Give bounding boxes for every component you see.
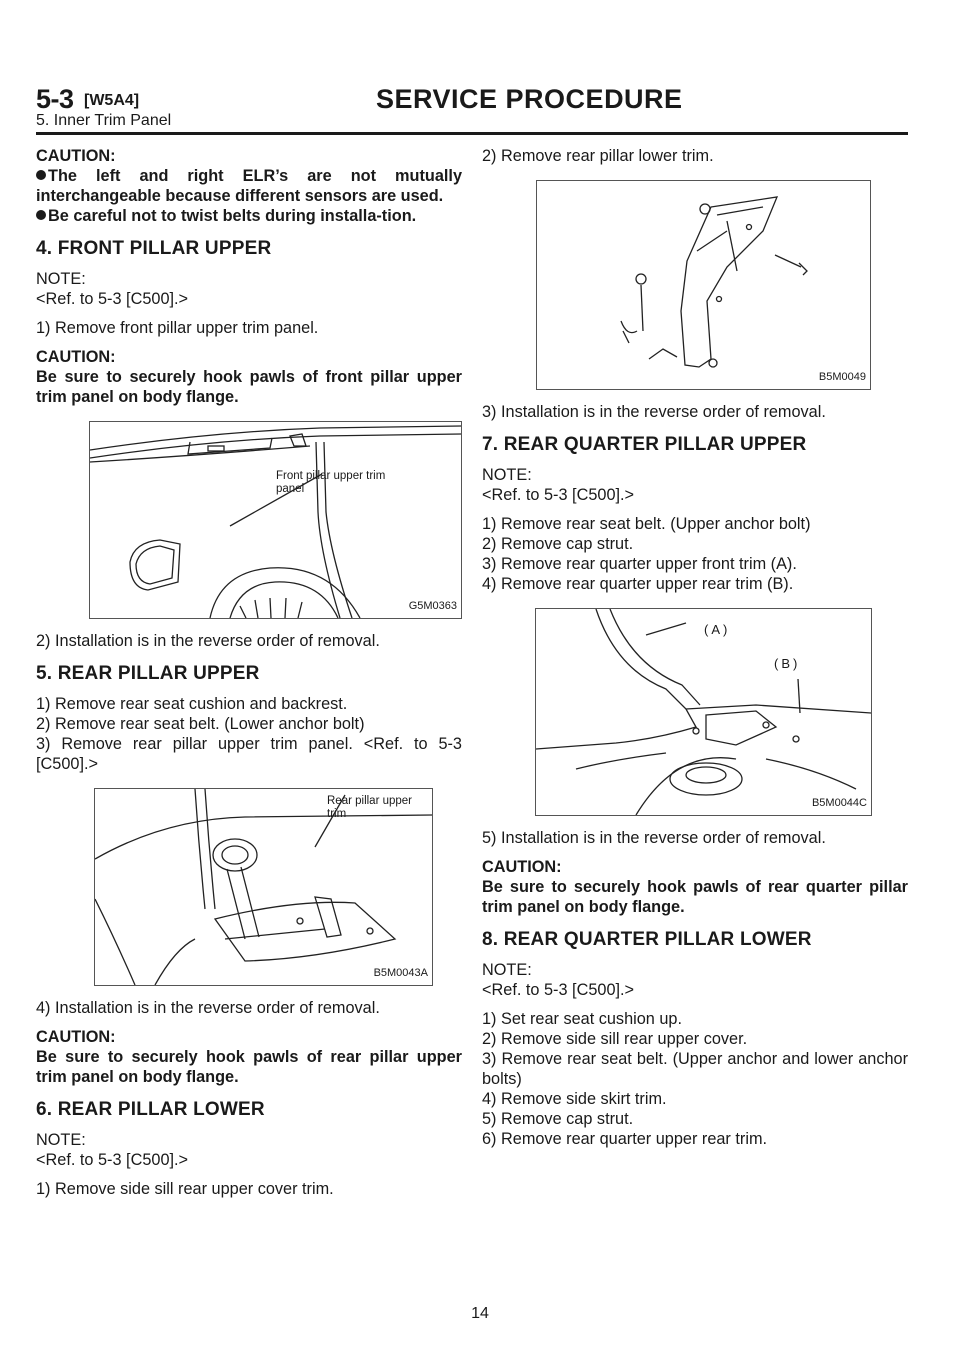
section-heading-8: 8. REAR QUARTER PILLAR LOWER <box>482 929 812 950</box>
section-heading-6: 6. REAR PILLAR LOWER <box>36 1099 265 1120</box>
figure-front-pillar <box>89 421 462 619</box>
caution-heading: CAUTION: <box>482 858 562 876</box>
step-list <box>482 514 908 594</box>
step: 5) Remove cap strut. <box>482 1110 634 1128</box>
figure-id: B5M0049 <box>818 371 866 383</box>
figure-label: Rear pillar upper trim <box>327 795 413 820</box>
step: 3) Remove rear quarter upper front trim (A). <box>482 555 797 573</box>
figure-rear-pillar-lower <box>536 180 871 390</box>
figure-rear-quarter-pillar <box>535 608 872 816</box>
note-reference: <Ref. to 5-3 [C500].> <box>482 981 635 999</box>
section-heading-7: 7. REAR QUARTER PILLAR UPPER <box>482 434 807 455</box>
note-reference: <Ref. to 5-3 [C500].> <box>36 1151 189 1169</box>
step-list <box>482 1009 908 1149</box>
note-label: NOTE: <box>36 270 86 288</box>
step: 1) Remove front pillar upper trim panel. <box>36 319 319 337</box>
page-number: 14 <box>471 1305 489 1322</box>
figure-id: G5M0363 <box>408 600 457 612</box>
step: 5) Installation is in the reverse order of removal. <box>482 829 826 847</box>
label-a: (A) <box>704 622 731 637</box>
step-list <box>36 694 462 774</box>
caution-text: Be sure to securely hook pawls of front pillar upper trim panel on body flange. <box>36 368 462 406</box>
note-label: NOTE: <box>482 961 532 979</box>
label-b: (B) <box>774 656 801 671</box>
step: 4) Remove rear quarter upper rear trim (B). <box>482 575 794 593</box>
page-subtitle: 5. Inner Trim Panel <box>36 112 172 129</box>
caution-heading: CAUTION: <box>36 1028 116 1046</box>
rear-quarter-pillar-illustration <box>536 609 871 815</box>
note-reference: <Ref. to 5-3 [C500].> <box>36 290 189 308</box>
section-code: [W5A4] <box>84 92 140 109</box>
page-header <box>36 84 908 134</box>
note-label: NOTE: <box>482 466 532 484</box>
step: 1) Remove side sill rear upper cover trim. <box>36 1180 334 1198</box>
step: 1) Remove rear seat belt. (Upper anchor bolt) <box>482 515 811 533</box>
front-pillar-illustration <box>90 422 461 618</box>
step: 2) Remove rear pillar lower trim. <box>482 147 714 165</box>
caution-heading: CAUTION: <box>36 348 116 366</box>
figure-id: B5M0043A <box>373 967 428 979</box>
step: 2) Remove cap strut. <box>482 535 634 553</box>
caution-text: Be sure to securely hook pawls of rear pillar upper trim panel on body flange. <box>36 1048 462 1086</box>
section-heading-4: 4. FRONT PILLAR UPPER <box>36 238 272 259</box>
step: 1) Set rear seat cushion up. <box>482 1010 683 1028</box>
figure-label: Front pillar upper trim panel <box>276 470 386 495</box>
step: 6) Remove rear quarter upper rear trim. <box>482 1130 768 1148</box>
section-number: 5-3 <box>36 84 74 114</box>
step: 1) Remove rear seat cushion and backrest. <box>36 695 348 713</box>
bullet-icon <box>36 210 46 220</box>
step: 2) Remove side sill rear upper cover. <box>482 1030 748 1048</box>
right-column <box>482 146 908 1158</box>
rear-pillar-lower-illustration <box>537 181 870 389</box>
bullet-icon <box>36 170 46 180</box>
note-reference: <Ref. to 5-3 [C500].> <box>482 486 635 504</box>
step: 4) Installation is in the reverse order of removal. <box>36 999 380 1017</box>
caution-bullet: The left and right ELR’s are not mutually interchangeable because different sensors are used. <box>36 167 462 205</box>
caution-text: Be sure to securely hook pawls of rear quarter pillar trim panel on body flange. <box>482 878 908 916</box>
left-column <box>36 146 462 1208</box>
caution-bullet: Be careful not to twist belts during installa-tion. <box>36 206 462 226</box>
step: 3) Installation is in the reverse order of removal. <box>482 403 826 421</box>
step: 2) Remove rear seat belt. (Lower anchor bolt) <box>36 715 365 733</box>
step: 4) Remove side skirt trim. <box>482 1090 667 1108</box>
figure-id: B5M0044C <box>811 797 867 809</box>
caution-heading: CAUTION: <box>36 147 116 165</box>
step: 2) Installation is in the reverse order of removal. <box>36 632 380 650</box>
page-title: SERVICE PROCEDURE <box>376 84 683 114</box>
header-rule <box>36 132 908 135</box>
step: 3) Remove rear seat belt. (Upper anchor and lower anchor bolts) <box>482 1050 908 1088</box>
step: 3) Remove rear pillar upper trim panel. <Ref. to 5-3 [C500].> <box>36 735 462 773</box>
note-label: NOTE: <box>36 1131 86 1149</box>
section-heading-5: 5. REAR PILLAR UPPER <box>36 663 260 684</box>
figure-rear-pillar-upper <box>94 788 433 986</box>
